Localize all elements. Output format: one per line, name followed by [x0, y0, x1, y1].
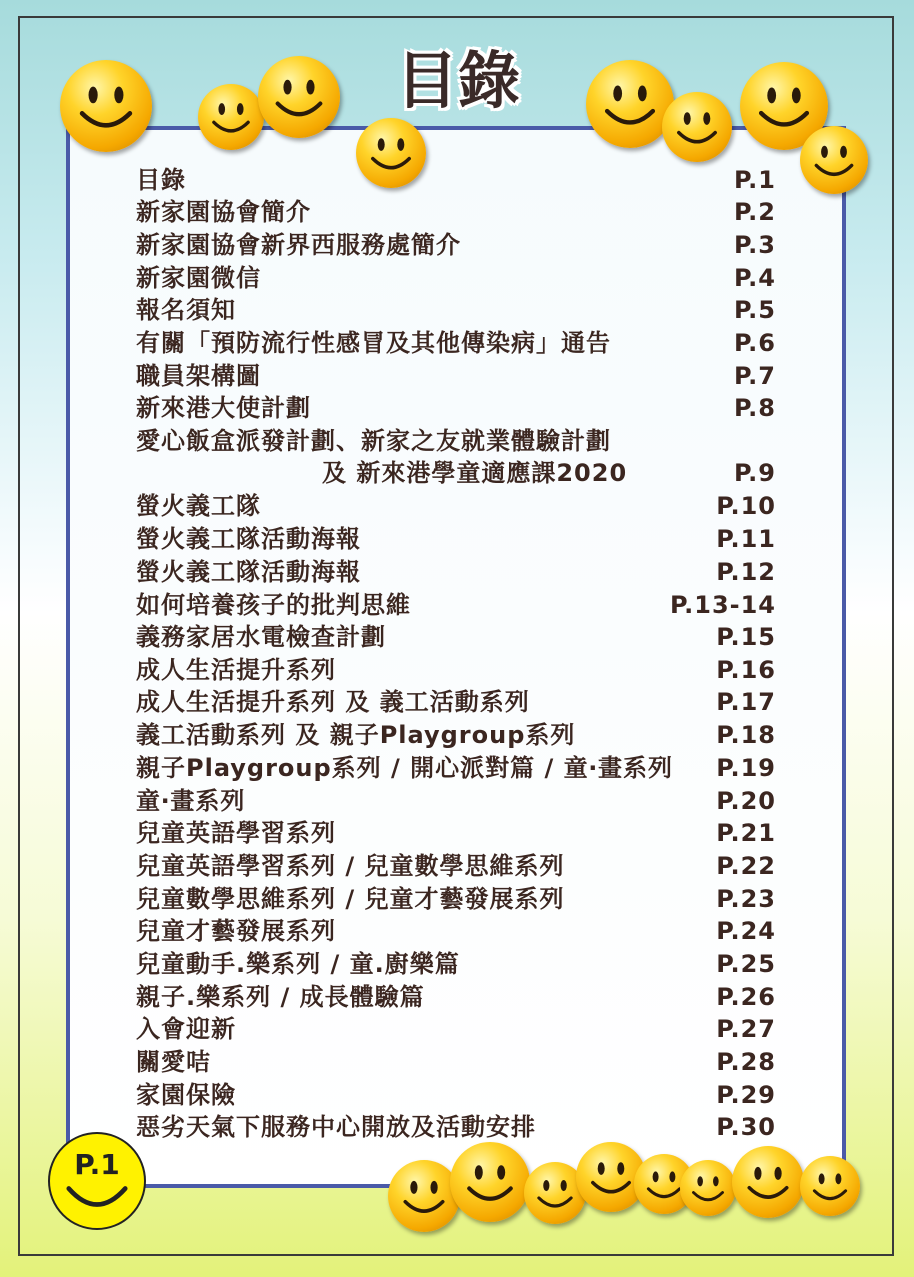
toc-entry-page: P.23 — [716, 885, 776, 913]
toc-entry — [136, 556, 776, 589]
toc-entry — [136, 1013, 776, 1046]
toc-entry-title: 兒童英語學習系列 / 兒童數學思維系列 — [136, 852, 565, 880]
toc-entry-title: 成人生活提升系列 — [136, 656, 336, 684]
toc-entry-title: 童‧畫系列 — [136, 787, 246, 815]
toc-entry — [136, 948, 776, 981]
toc-entry — [136, 785, 776, 818]
toc-entry — [136, 392, 776, 425]
toc-entry-title: 成人生活提升系列 及 義工活動系列 — [136, 688, 530, 716]
toc-entry-page: P.16 — [716, 656, 776, 684]
toc-entry-title: 家園保險 — [136, 1081, 236, 1109]
toc-entry-page: P.28 — [716, 1048, 776, 1076]
toc-entry — [136, 457, 776, 490]
toc-entry-page: P.2 — [734, 198, 776, 226]
toc-entry — [136, 686, 776, 719]
toc-entry-title: 親子Playgroup系列 / 開心派對篇 / 童‧畫系列 — [136, 754, 673, 782]
smiley-face-icon — [198, 84, 264, 150]
toc-entry-page: P.15 — [716, 623, 776, 651]
toc-entry-title: 新家園協會新界西服務處簡介 — [136, 231, 461, 259]
toc-entry-page: P.1 — [734, 166, 776, 194]
page-title: 目錄 — [396, 44, 521, 117]
toc-entry-page: P.6 — [734, 329, 776, 357]
toc-entry-title: 新家園微信 — [136, 264, 261, 292]
toc-entry-page: P.9 — [734, 459, 776, 487]
toc-entry-page: P.10 — [716, 492, 776, 520]
toc-entry-title: 義務家居水電檢查計劃 — [136, 623, 386, 651]
smiley-face-icon — [680, 1160, 736, 1216]
toc-entry-title: 兒童動手.樂系列 / 童.廚樂篇 — [136, 950, 460, 978]
toc-entry-page: P.7 — [734, 362, 776, 390]
toc-entry-title: 兒童數學思維系列 / 兒童才藝發展系列 — [136, 885, 565, 913]
toc-entry — [136, 883, 776, 916]
toc-entry — [136, 1079, 776, 1112]
toc-entry-title: 入會迎新 — [136, 1015, 236, 1043]
page-number-label: P.1 — [74, 1148, 120, 1181]
toc-entry-title: 義工活動系列 及 親子Playgroup系列 — [136, 721, 576, 749]
toc-entry-page: P.13-14 — [669, 591, 776, 619]
toc-entry — [136, 294, 776, 327]
toc-entry — [136, 621, 776, 654]
smiley-face-icon — [60, 60, 152, 152]
toc-entry-title: 兒童才藝發展系列 — [136, 917, 336, 945]
toc-entry-title: 關愛咭 — [136, 1048, 211, 1076]
toc-entry-title: 螢火義工隊活動海報 — [136, 525, 361, 553]
toc-entry — [136, 196, 776, 229]
toc-entry — [136, 915, 776, 948]
toc-entry-title: 有關「預防流行性感冒及其他傳染病」通告 — [136, 329, 611, 357]
toc-entry — [136, 981, 776, 1014]
toc-entry — [136, 719, 776, 752]
toc-entry — [136, 425, 776, 458]
toc-entry-page: P.29 — [716, 1081, 776, 1109]
smiley-face-icon — [356, 118, 426, 188]
toc-entry-page: P.19 — [716, 754, 776, 782]
smiley-face-icon — [586, 60, 674, 148]
toc-entry — [136, 327, 776, 360]
toc-entry-title: 螢火義工隊活動海報 — [136, 558, 361, 586]
toc-entry — [136, 850, 776, 883]
smiley-face-icon — [258, 56, 340, 138]
smiley-face-icon — [450, 1142, 530, 1222]
smiley-face-icon — [732, 1146, 804, 1218]
toc-entry — [136, 262, 776, 295]
smiley-face-icon — [800, 1156, 860, 1216]
toc-entry-page: P.5 — [734, 296, 776, 324]
toc-entry-page: P.4 — [734, 264, 776, 292]
toc-entry-title: 兒童英語學習系列 — [136, 819, 336, 847]
toc-entry-page: P.24 — [716, 917, 776, 945]
toc-entry — [136, 490, 776, 523]
toc-entry — [136, 229, 776, 262]
toc-entry — [136, 1111, 776, 1144]
toc-entry-title: 新來港大使計劃 — [136, 394, 311, 422]
toc-entry-title: 如何培養孩子的批判思維 — [136, 591, 411, 619]
toc-entry — [136, 360, 776, 393]
toc-entry — [136, 589, 776, 622]
toc-entry — [136, 752, 776, 785]
toc-entry — [136, 654, 776, 687]
toc-entry-page: P.26 — [716, 983, 776, 1011]
toc-entry-title: 惡劣天氣下服務中心開放及活動安排 — [136, 1113, 536, 1141]
smiley-face-icon — [662, 92, 732, 162]
toc-entry-title: 及 新來港學童適應課2020 — [322, 459, 628, 487]
toc-entry-title: 職員架構圖 — [136, 362, 261, 390]
toc-entry-page: P.30 — [716, 1113, 776, 1141]
toc-entry-page: P.11 — [716, 525, 776, 553]
toc-entry — [136, 817, 776, 850]
toc-entry — [136, 164, 776, 197]
toc-entry — [136, 1046, 776, 1079]
toc-entry-page: P.17 — [716, 688, 776, 716]
toc-entry-page: P.20 — [716, 787, 776, 815]
smiley-face-icon — [800, 126, 868, 194]
toc-entry-title: 新家園協會簡介 — [136, 198, 311, 226]
toc-entry-page: P.3 — [734, 231, 776, 259]
toc-entry-page: P.8 — [734, 394, 776, 422]
toc-entry-title: 愛心飯盒派發計劃、新家之友就業體驗計劃 — [136, 427, 611, 455]
page-number-badge — [48, 1132, 146, 1230]
toc-entry-page: P.25 — [716, 950, 776, 978]
toc-entry-page: P.27 — [716, 1015, 776, 1043]
toc-entry-title: 親子.樂系列 / 成長體驗篇 — [136, 983, 425, 1011]
toc-entry-page: P.18 — [716, 721, 776, 749]
toc-entry-title: 螢火義工隊 — [136, 492, 261, 520]
toc-entry-page: P.22 — [716, 852, 776, 880]
toc-entry-page: P.21 — [716, 819, 776, 847]
toc-entry — [136, 523, 776, 556]
toc-entry-title: 報名須知 — [136, 296, 236, 324]
toc-entry-title: 目錄 — [136, 166, 186, 194]
toc-entry-page: P.12 — [716, 558, 776, 586]
